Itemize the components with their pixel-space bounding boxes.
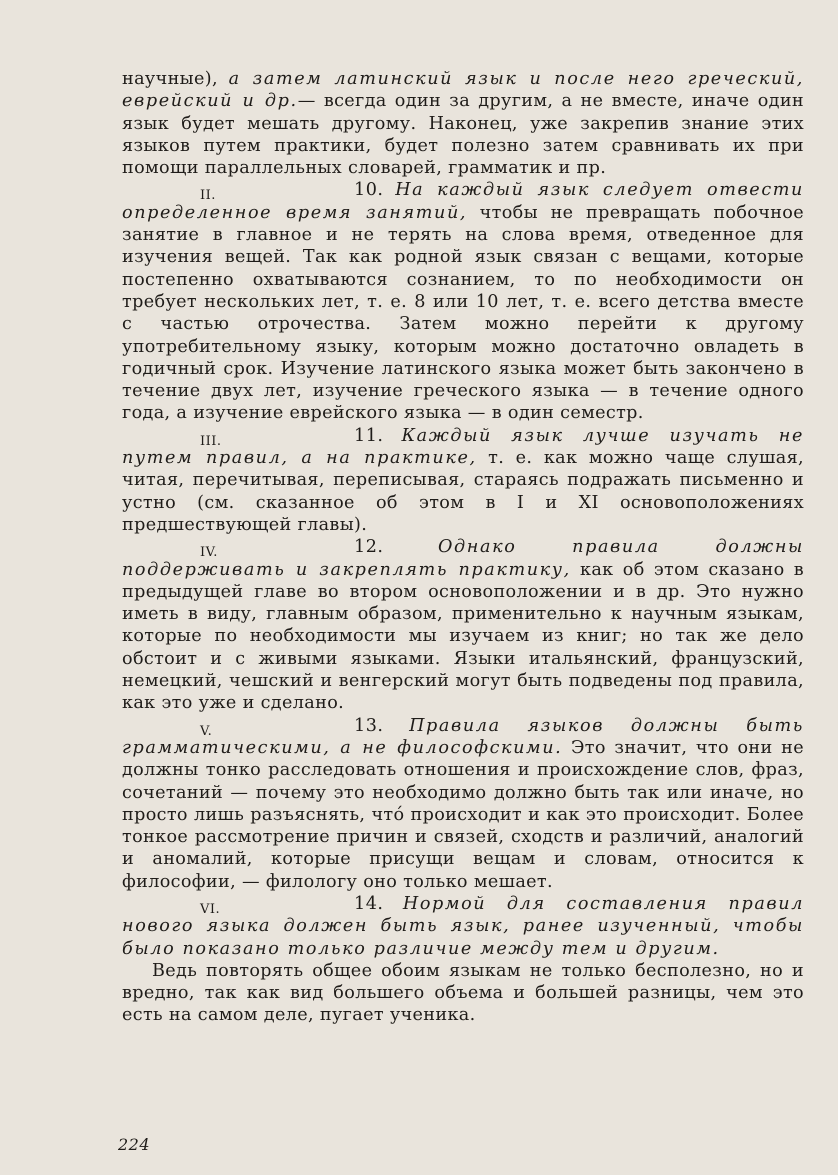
rule-number: 11.: [354, 425, 384, 446]
rule-body: т. е. как можно чаще слушая, читая, перечитывая, переписывая, стараясь подражать письменно и устно (см. сказанное об этом в I и XI основоположениях предшествующей главы).: [122, 448, 804, 535]
rule-body: Это значит, что они не должны тонко расследовать отношения и происхождение слов, фраз, сочетаний — почему это необходимо должно быть так или иначе, но просто лишь разъяснять, что́ происходит и как это происходит. Более тонкое рассмотрение причин и связей, сходств и различий, аналогий и аномалий, которые присущи вещам и словам, относится к философии, — филологу оно только мешает.: [122, 737, 804, 892]
text-run: научные),: [122, 69, 229, 89]
rule-number: 13.: [354, 715, 384, 736]
rule-marginal-numeral: VI.: [200, 901, 221, 917]
rule-14: [122, 893, 804, 960]
rule-italic-statement: Нормой для составления правил нового языка должен быть язык, ранее изученный, чтобы было показано только различие между тем и другим.: [122, 893, 805, 959]
rule-13: [122, 715, 804, 893]
rule-italic-statement: На каждый язык следует отвести определенное время занятий,: [122, 180, 804, 223]
rule-marginal-numeral: II.: [200, 188, 216, 204]
rule-body: как об этом сказано в предыдущей главе во втором основоположении и в др. Это нужно иметь в виду, главным образом, применительно к научным языкам, которые по необходимости мы изучаем из книг; но так же дело обстоит и с живыми языками. Языки итальянский, французский, немецкий, чешский и венгерский могут быть подведены под правила, как это уже и сделано.: [122, 559, 804, 714]
rule-11: [122, 425, 804, 536]
rule-italic-statement: Каждый язык лучше изучать не путем правил, а на практике,: [122, 425, 804, 469]
rule-body: чтобы не превращать побочное занятие в главное и не терять на слова время, отведенное для изучения вещей. Так как родной язык связан с вещами, которые постепенно охватываются сознанием, то по необходимости он требует нескольких лет, т. е. 8 или 10 лет, т. е. всего детства вместе с частью отрочества. Затем можно перейти к другому употребительному языку, которым можно достаточно овладеть в годичный срок. Изучение латинского языка может быть закончено в течение двух лет, изучение греческого языка — в течение одного года, а изучение еврейского языка — в один семестр.: [122, 202, 804, 424]
text-run: — всегда один за другим, а не вместе, иначе один язык будет мешать другому. Наконец, уже закрепив знание этих языков путем практики, будет полезно затем сравнивать их при помощи параллельных словарей, грамматик и пр.: [122, 91, 805, 179]
rule-number: 10.: [354, 180, 384, 201]
rule-number: 14.: [354, 893, 384, 914]
page-text: [122, 68, 804, 1027]
page-number: 224: [118, 1135, 151, 1154]
rule-marginal-numeral: IV.: [200, 545, 218, 561]
rule-italic-statement: Правила языков должны быть грамматическими, а не философскими.: [122, 715, 804, 758]
rule-italic-statement: Однако правила должны поддерживать и закреплять практику,: [122, 537, 804, 580]
rule-marginal-numeral: III.: [200, 433, 222, 449]
rule-heading: [122, 894, 804, 959]
italic-text: а затем латинский язык и после него греческий, еврейский и др.: [122, 69, 804, 112]
paragraph-continuation: [122, 68, 804, 179]
rule-number: 12.: [354, 537, 384, 558]
closing-paragraph: Ведь повторять общее обоим языкам не только бесполезно, но и вредно, так как вид большего объема и большей разницы, чем это есть на самом деле, пугает ученика.: [122, 960, 804, 1026]
rule-10: [122, 179, 804, 424]
rule-marginal-numeral: V.: [200, 723, 213, 739]
rule-12: [122, 536, 804, 714]
